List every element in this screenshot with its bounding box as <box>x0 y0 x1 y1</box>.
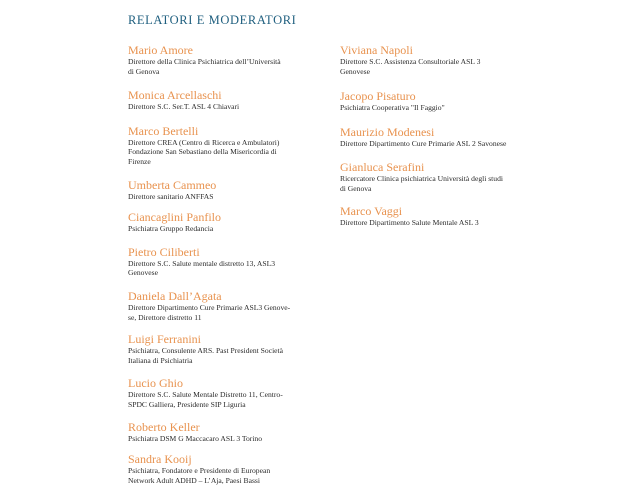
speaker-role-line: di Genova <box>128 66 160 76</box>
speaker-name: Maurizio Modenesi <box>340 124 435 139</box>
speaker-entry <box>128 43 313 76</box>
speaker-role-line: di Genova <box>340 183 372 193</box>
speaker-role-line: Genovese <box>340 66 370 76</box>
speaker-role-line: Direttore S.C. Assistenza Consultoriale ASL 3 <box>340 57 481 66</box>
speaker-role-line: Psichiatra DSM G Maccacaro ASL 3 Torino <box>128 433 263 443</box>
speaker-name: Mario Amore <box>128 43 193 57</box>
speaker-role <box>340 103 540 113</box>
speaker-role-line: Direttore della Clinica Psichiatrica dell’Università <box>128 57 281 66</box>
speaker-role-line: Psichiatra, Consulente ARS. Past President Società <box>128 346 284 356</box>
speaker-role <box>340 174 540 193</box>
speaker-role-line: Psichiatra Cooperativa "Il Faggio" <box>340 103 445 113</box>
speaker-role-line: SPDC Galliera, Presidente SIP Liguria <box>128 399 246 409</box>
speaker-name: Marco Vaggi <box>340 203 403 218</box>
speaker-role <box>128 466 313 485</box>
speaker-role <box>128 57 313 76</box>
speaker-entry <box>128 178 313 202</box>
speaker-entry <box>128 452 313 485</box>
speaker-role-line: Direttore S.C. Salute Mentale Distretto 11, Centro- <box>128 390 283 400</box>
section-title: RELATORI E MODERATORI <box>128 13 297 27</box>
speaker-role-line: Direttore S.C. Ser.T. ASL 4 Chiavari <box>128 102 240 112</box>
speaker-name: Ciancaglini Panfilo <box>128 210 221 225</box>
speaker-role <box>128 346 313 365</box>
speaker-role-line: Direttore sanitario ANFFAS <box>128 191 214 201</box>
speaker-role <box>128 102 313 112</box>
right-column <box>340 43 540 227</box>
speaker-role <box>340 139 540 149</box>
speaker-role <box>340 57 540 76</box>
speaker-name: Marco Bertelli <box>128 123 199 138</box>
speaker-role <box>128 390 313 409</box>
speaker-role-line: Network Adult ADHD – L’Aja, Paesi Bassi <box>128 475 260 485</box>
speaker-role-line: Italiana di Psichiatria <box>128 355 193 365</box>
speaker-entry <box>128 124 313 167</box>
speaker-role-line: Direttore S.C. Salute mentale distretto 13, ASL3 <box>128 258 276 268</box>
speaker-role <box>128 138 313 167</box>
speaker-role-line: Ricercatore Clinica psichiatrica Università degli studi <box>340 174 503 184</box>
speaker-role-line: se, Direttore distretto 11 <box>128 312 202 322</box>
speaker-entry <box>340 43 540 76</box>
speaker-entry <box>128 88 313 112</box>
speaker-role <box>128 224 313 234</box>
speaker-role <box>128 259 313 278</box>
speaker-role-line: Direttore Dipartimento Salute Mentale ASL 3 <box>340 217 479 227</box>
speaker-name: Umberta Cammeo <box>128 177 217 192</box>
speaker-role-line: Fondazione San Sebastiano della Misericordia di <box>128 147 277 157</box>
speaker-role <box>340 218 540 228</box>
speaker-entry <box>128 420 313 444</box>
speaker-name: Monica Arcellaschi <box>128 88 222 103</box>
speaker-entry <box>340 160 540 193</box>
speaker-name: Gianluca Serafini <box>340 160 425 175</box>
speaker-entry <box>340 89 540 113</box>
speaker-role-line: Psichiatra, Fondatore e Presidente di European <box>128 466 271 476</box>
speaker-role <box>128 434 313 444</box>
speaker-role-line: Genovese <box>128 268 158 278</box>
speaker-entry <box>340 204 540 228</box>
speaker-name: Lucio Ghio <box>128 376 183 391</box>
speaker-role-line: Direttore Dipartimento Cure Primarie ASL3 Genove- <box>128 302 291 312</box>
speaker-role <box>128 303 313 322</box>
speaker-name: Sandra Kooij <box>128 452 192 467</box>
speaker-entry <box>128 210 313 234</box>
speaker-entry <box>128 376 313 409</box>
speaker-entry <box>128 289 313 322</box>
speaker-name: Pietro Ciliberti <box>128 244 200 259</box>
speaker-role-line: Direttore CREA (Centro di Ricerca e Ambulatori) <box>128 137 280 147</box>
speaker-name: Luigi Ferranini <box>128 332 201 347</box>
speaker-name: Jacopo Pisaturo <box>340 89 416 104</box>
speaker-name: Viviana Napoli <box>340 43 413 57</box>
speaker-name: Roberto Keller <box>128 419 200 434</box>
speaker-role-line: Psichiatra Gruppo Redancia <box>128 224 214 234</box>
left-column <box>128 43 313 485</box>
speaker-entry <box>128 332 313 365</box>
speaker-role <box>128 192 313 202</box>
speaker-role-line: Direttore Dipartimento Cure Primarie ASL 2 Savonese <box>340 138 507 148</box>
speaker-role-line: Firenze <box>128 156 151 166</box>
speaker-entry <box>128 245 313 278</box>
speaker-entry <box>340 125 540 149</box>
speaker-name: Daniela Dall’Agata <box>128 288 222 303</box>
